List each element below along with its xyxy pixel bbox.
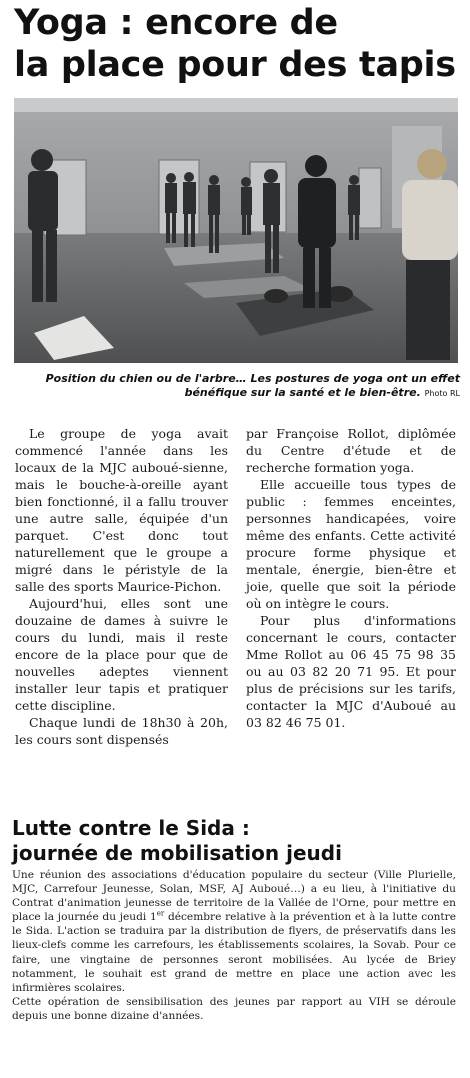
body-text: décembre relative à la prévention et à la lutte contre le Sida. L'action se traduira par la distribution de flyers, de préservatifs dans les lieux-clefs comme les carrefours, les établissements scolaires, la Sovab. Pour ce faire, une vingtaine de personnes seront mobilisées. Au lycée de Briey notamment, le souhait est grand de mettre en place une action avec les infirmières scolaires.: [12, 911, 456, 994]
paragraph: Aujourd'hui, elles sont une douzaine de dames à suivre le cours du lundi, mais il reste encore de la place pour que de nouvelles adeptes viennent installer leur tapis et pratiquer cette discipline.: [15, 596, 228, 713]
headline-line-1: Lutte contre le Sida :: [12, 816, 250, 840]
paragraph: Chaque lundi de 18h30 à 20h, les cours sont dispensés: [15, 715, 228, 747]
article2-headline: [12, 816, 462, 866]
caption-text: Position du chien ou de l'arbre… Les postures de yoga ont un effet bénéfique sur la santé et le bien-être.: [45, 372, 460, 399]
paragraph: par Françoise Rollot, diplômée du Centre d'étude et de recherche formation yoga.: [246, 426, 456, 475]
body-text: Une réunion des associations d'éducation populaire du secteur (Ville Plurielle, MJC, Carrefour Jeunesse, Solan, MSF, AJ Auboué…) a eu lieu, à l'initiative du Contrat d'animation jeunesse de territoire de la Vallée de l'Orne, pour mettre en place la journée du jeudi 1: [12, 869, 456, 924]
article2-body: [12, 868, 456, 1023]
paragraph: [12, 868, 456, 995]
headline-line-2: la place pour des tapis: [14, 45, 456, 85]
ordinal-suffix: er: [156, 909, 165, 918]
article1-left-column: [15, 425, 228, 748]
article1-right-column: [246, 425, 456, 731]
paragraph: Le groupe de yoga avait commencé l'année dans les locaux de la MJC auboué-sienne, mais le bouche-à-oreille ayant bien fonctionné, il a fallu trouver une autre salle, équipée d'un parquet. C'est donc tout naturellement que le groupe a migré dans le péristyle de la salle des sports Maurice-Pichon.: [15, 426, 228, 594]
photo-caption: [22, 372, 460, 401]
paragraph: Cette opération de sensibilisation des jeunes par rapport au VIH se déroule depuis une bonne dizaine d'années.: [12, 995, 456, 1022]
paragraph: Pour plus d'informations concernant le cours, contacter Mme Rollot au 06 45 75 98 35 ou au 03 82 20 71 95. Et pour plus de précisions sur les tarifs, contacter la MJC d'Auboué au 03 82 46 75 01.: [246, 613, 456, 730]
headline-line-1: Yoga : encore de: [14, 3, 338, 43]
headline-line-2: journée de mobilisation jeudi: [12, 841, 342, 865]
article1-headline: [14, 2, 464, 86]
paragraph: Elle accueille tous types de public : femmes enceintes, personnes handicapées, voire même des enfants. Cette activité procure forme physique et mentale, énergie, bien-être et joie, quelle que soit la période où on intègre le cours.: [246, 477, 456, 611]
photo-credit: Photo RL: [424, 389, 460, 398]
yoga-class-photo: [14, 98, 458, 363]
